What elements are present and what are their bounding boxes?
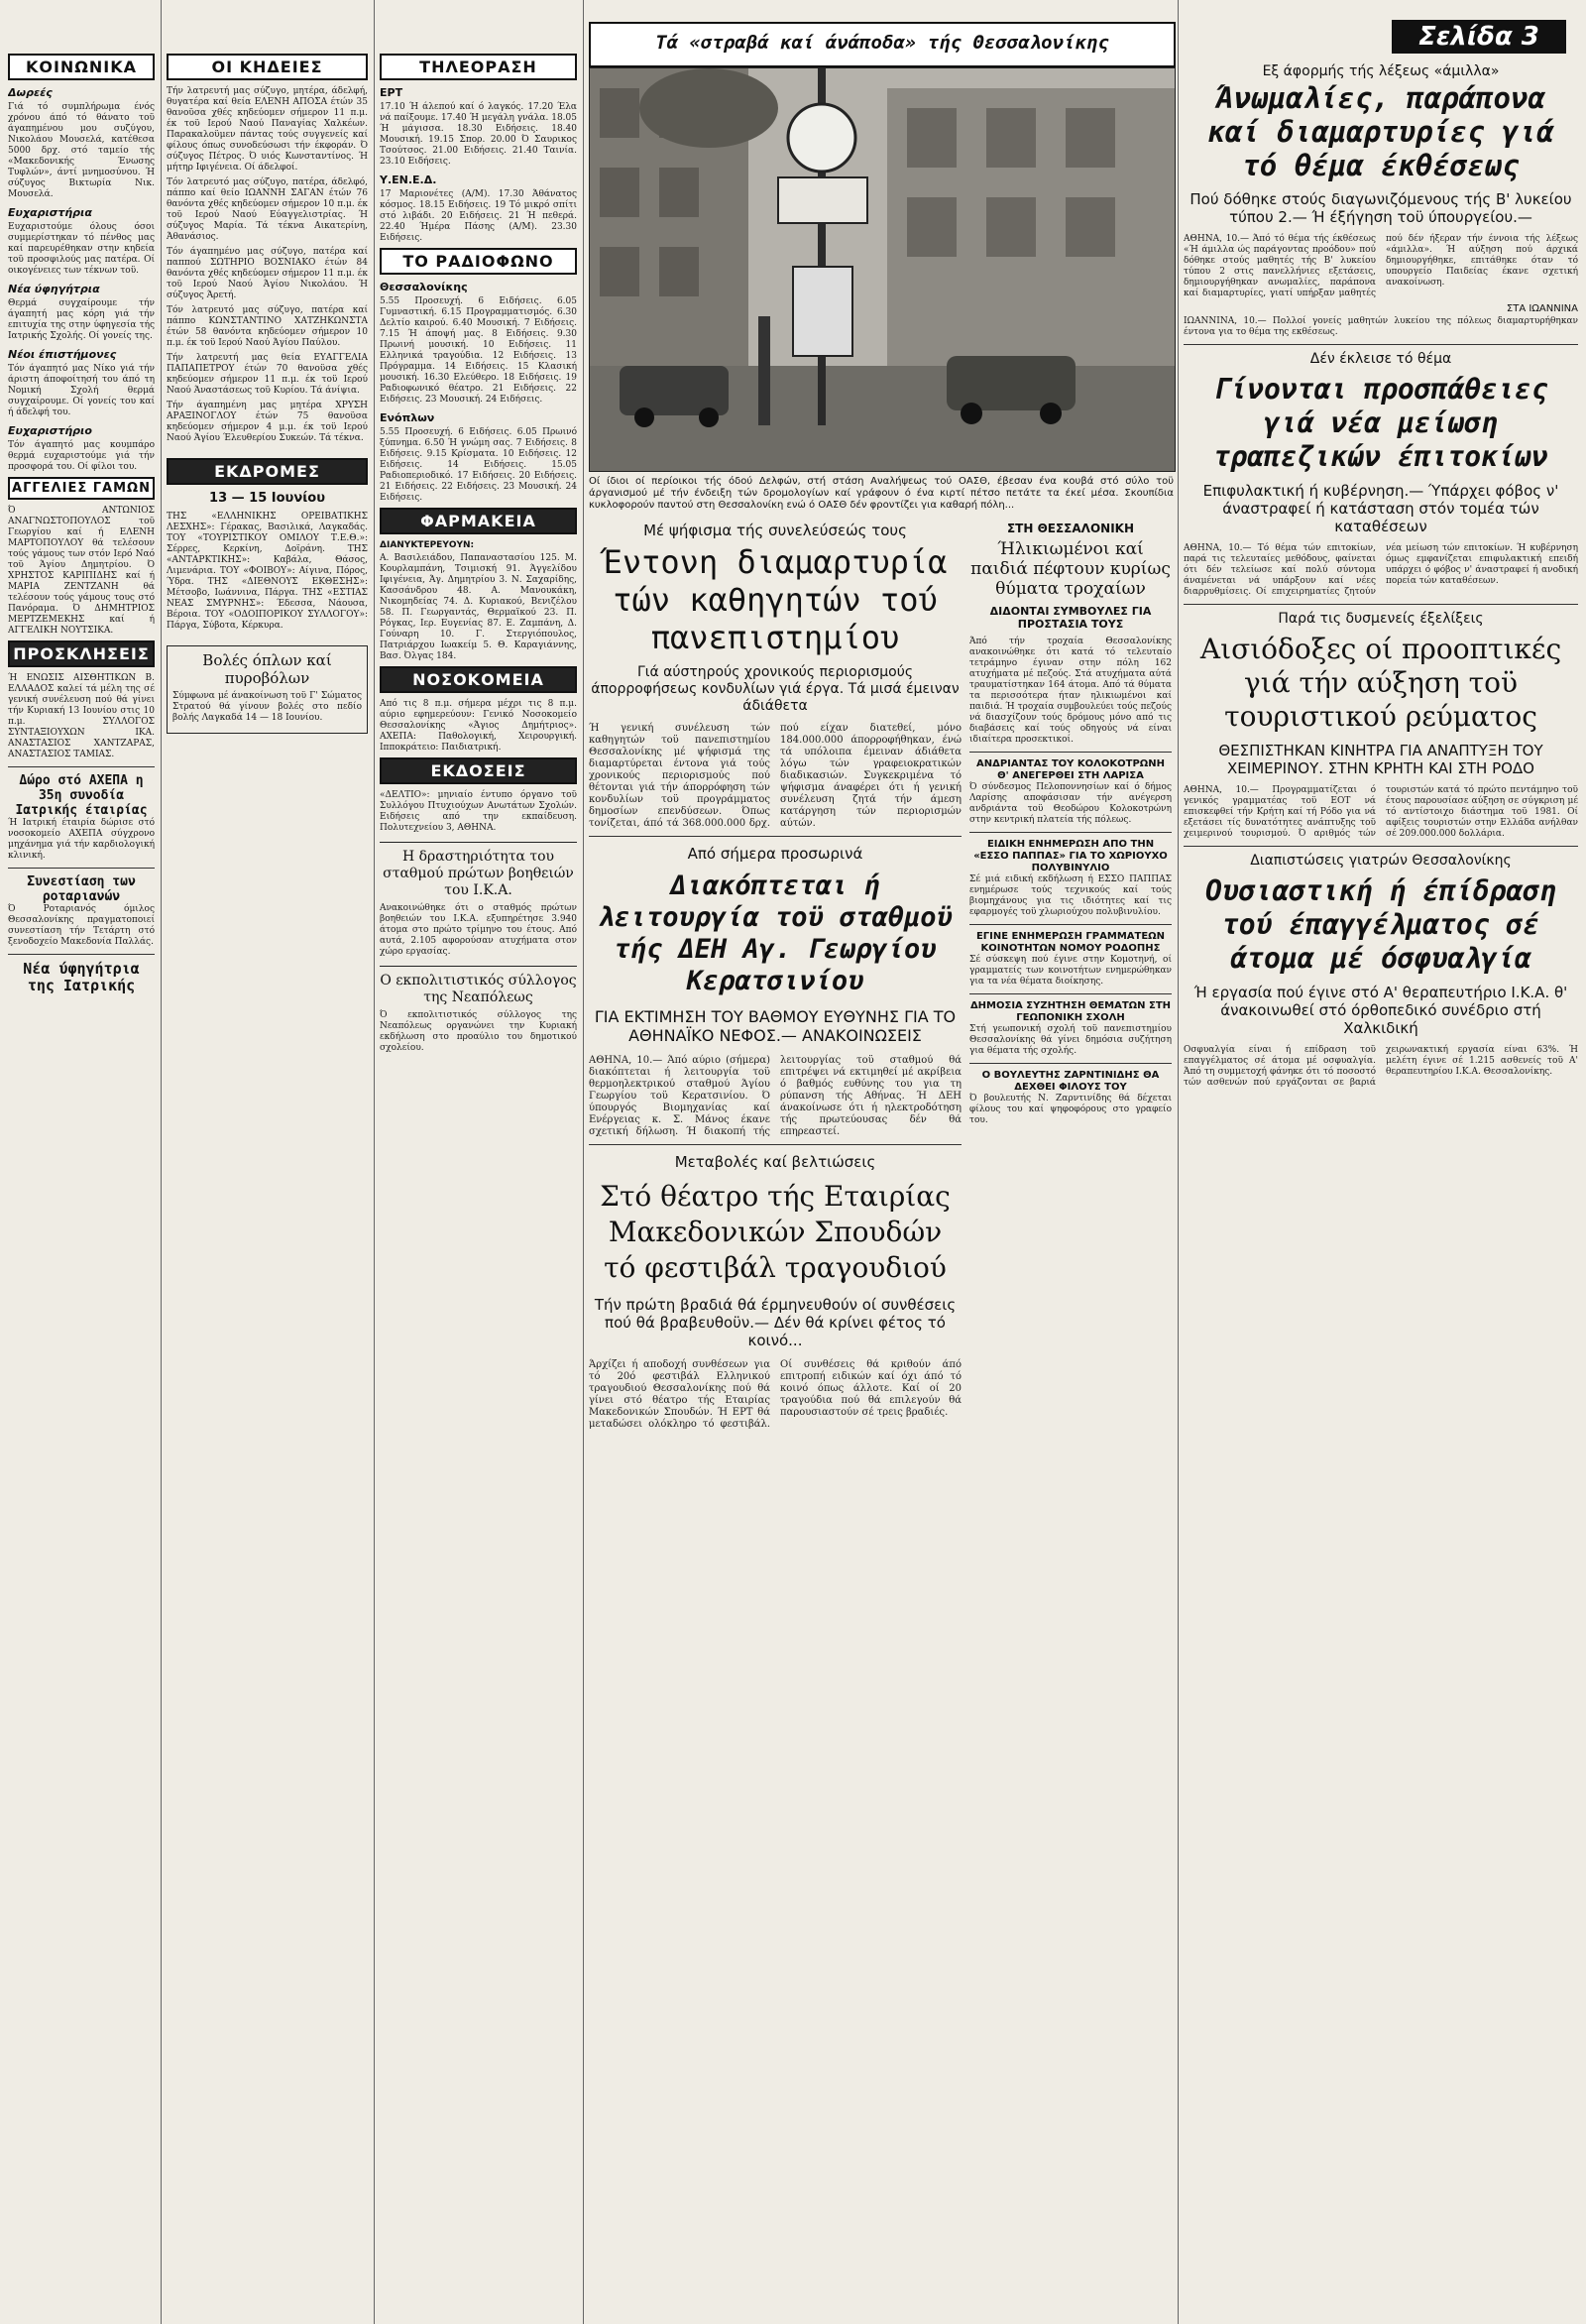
hospitals-header: ΝΟΣΟΚΟΜΕΙΑ xyxy=(380,666,577,693)
article-kicker: Διαπιστώσεις γιατρών Θεσσαλονίκης xyxy=(1250,853,1512,869)
column-right xyxy=(1184,61,1578,2320)
column-funerals xyxy=(167,50,368,2320)
article-title: Ουσιαστική ή έπίδραση τού έπαγγέλματος σέ άτομα μέ όσφυαλγία xyxy=(1204,874,1556,975)
section-text: Τόν άγαπητό μας κουμπάρο θερμά ευχαριστούμε γιά τήν προσφορά του. Οί φίλοι του. xyxy=(8,440,155,472)
article-body: ΙΩΑΝΝΙΝΑ, 10.— Πολλοί γονείς μαθητών λυκείου της πόλεως διαμαρτυρήθηκαν έντονα για το θέμα της εκθέσεως. xyxy=(1184,316,1578,337)
section-label: Ευχαριστήριο xyxy=(8,424,92,437)
brief-title: Ο ΒΟΥΛΕΥΤΗΣ ΖΑΡΝΤΙΝΙΔΗΣ ΘΑ ΔΕΧΘΕΙ ΦΙΛΟΥΣ ΤΟΥ xyxy=(981,1070,1160,1093)
column-divider xyxy=(161,0,162,2324)
excursions-dates: 13 — 15 Ιουνίου xyxy=(209,491,325,506)
tv-channel-label: Υ.ΕΝ.Ε.Δ. xyxy=(380,174,437,186)
invitations-header: ΠΡΟΣΚΛΗΣΕΙΣ xyxy=(8,640,155,667)
brief-title: ΔΗΜΟΣΙΑ ΣΥΖΗΤΗΣΗ ΘΕΜΑΤΩΝ ΣΤΗ ΓΕΩΠΟΝΙΚΗ ΣΧΟΛΗ xyxy=(969,1000,1172,1023)
section-text: Θερμά συγχαίρουμε τήν άγαπητή μας κόρη γιά τήν επιτυχία της στην ύφηγεσία τής Ιατρικής Σχολής. Οί γονείς της. xyxy=(8,298,155,341)
article-title: Αισιόδοξες οί προοπτικές γιά τήν αύξηση τοϋ τουριστικού ρεύματος xyxy=(1199,633,1562,733)
tv-header: ΤΗΛΕΟΡΑΣΗ xyxy=(380,54,577,80)
section-label: Δωρεές xyxy=(8,86,53,99)
article-title: Ήλικιωμένοι καί παιδιά πέφτουν κυρίως θύματα τροχαίων xyxy=(970,539,1171,599)
info-box-text: Ό εκπολιτιστικός σύλλογος της Νεαπόλεως οργανώνει την Κυριακή εκδήλωση στο προαύλιο του δημοτικού σχολείου. xyxy=(380,1010,577,1053)
section-label: Ευχαριστήρια xyxy=(8,206,92,219)
social-header: ΚΟΙΝΩΝΙΚΑ xyxy=(8,54,155,80)
brief-text: Σέ σύσκεψη πού έγινε στην Κομοτηνή, οί γραμματείς των κοινοτήτων ενημερώθηκαν για τα νέα θέματα διοίκησης. xyxy=(969,955,1172,987)
funeral-notice: Τόν λατρευτό μας σύζυγο, πατέρα, άδελφό, πάππο καί θείο ΙΩΑΝΝΗ ΣΑΓΑΝ έτών 76 θανόντα χθές κηδεύομεν σήμερον 10 π.μ. έκ τοϋ Ιερού Ναού Εύαγγελιστρίας. Ή σύζυγος Μαρία. Τά τέκνα Αικατερίνη, Άθανάσιος. xyxy=(167,177,368,242)
info-box xyxy=(380,842,577,958)
section-text: Ευχαριστούμε όλους όσοι συμμερίστηκαν τό πένθος μας καί παρευρέθηκαν στην κηδεία τοϋ προσφιλούς μας πατέρα. Οί οικογένειες των τέκνων τοϋ. xyxy=(8,222,155,276)
article-body: ΑΘΗΝΑ, 10.— Άπό τό θέμα τής έκθέσεως «Ή άμιλλα ώς παράγοντας προόδου» πού δόθηκε στούς μαθητές τής Β' λυκείου τύπου 2 στις πανελλήνιες εξετάσεις, δημιουργήθηκαν ανωμαλίες, παράπονα καί διαμαρτυρίες, γιατί υπήρξαν μαθητές πού δέν ήξεραν τήν έννοια τής λέξεως «άμιλλα». Ή αύξηση πού άρχικά δημιουργήθηκε, επιτάθηκε όταν τό υπουργείο Παιδείας έκανε σχετική ανακοίνωση. xyxy=(1184,234,1578,298)
section-label: Νέα ύφηγήτρια xyxy=(8,283,100,295)
article-body: ΑΘΗΝΑ, 10.— Προγραμματίζεται ό γενικός γραμματέας τοϋ ΕΟΤ νά επισκεφθεί τήν Κρήτη καί τή Ρόδο για νά εξετάσει τίς δυνατότητες ανάπτυξης τοϋ χειμερινού τουρισμού. Ό αριθμός τών τουριστών κατά τό πρώτο πεντάμηνο τοϋ έτους παρουσίασε αύξηση σε σύγκριση μέ τό αντίστοιχο διάστημα τοϋ 1981. Οί αφίξεις τουριστών στην Ελλάδα ανήλθαν σέ 209.000.000 δολλάρια. xyxy=(1184,785,1578,839)
editions-header: ΕΚΔΟΣΕΙΣ xyxy=(380,757,577,784)
article-deck: Πού δόθηκε στούς διαγωνιζόμενους τής Β' λυκείου τύπου 2.— Ή έξήγηση τοϋ ύπουργείου.— xyxy=(1190,190,1572,226)
brief-text: Ό βουλευτής Ν. Ζαρντινίδης θά δέχεται φίλους του καί ψηφοφόρους στο γραφείο του. xyxy=(969,1094,1172,1125)
article-body: ΑΘΗΝΑ, 10.— Τό θέμα τών επιτοκίων, παρά τις τελευταίες μεθόδους, φαίνεται ότι δέν τελείωσε καί πολύ σύντομα άναμένεται νά υπάρξουν καί νέες διαρρυθμίσεις. Οί επιχειρηματίες ζητούν νέα μείωση τών επιτοκίων. Ή κυβέρνηση όμως εμφανίζεται επιφυλακτική επειδή υπάρχει ό φόβος ν' άναστραφεί ή ανοδική πορεία τών καταθέσεων. xyxy=(1184,543,1578,597)
excursions-text: ΤΗΣ «ΕΛΛΗΝΙΚΗΣ ΟΡΕΙΒΑΤΙΚΗΣ ΛΕΣΧΗΣ»: Γέρακας, Βασιλικά, Λαγκαδάς. ΤΟΥ «ΤΟΥΡΙΣΤΙΚΟΥ ΟΜΙΛΟΥ Τ.Ε.Θ.»: Σέρρες, Κερκίνη, Δοϊράνη. ΤΗΣ «ΑΝΤΑΡΚΤΙΚΗΣ»: Καβάλα, Θάσος, Λιμενάρια. ΤΟΥ «ΦΟΙΒΟΥ»: Αίγινα, Πόρος, Ύδρα. ΤΗΣ «ΔΙΕΘΝΟΥΣ ΕΚΘΕΣΗΣ»: Μέτσοβο, Ιωάννινα, Πάργα. ΤΗΣ «ΕΣΤΙΑΣ ΝΕΑΣ ΣΜΥΡΝΗΣ»: Έδεσσα, Νάουσα, Βέροια. ΤΟΥ «ΟΔΟΙΠΟΡΙΚΟΥ ΣΥΛΛΟΓΟΥ»: Πάργα, Σύβοτα, Κέρκυρα. xyxy=(167,512,368,631)
funeral-notice: Τήν λατρευτή μας σύζυγο, μητέρα, άδελφή, θυγατέρα καί θεία ΕΛΕΝΗ ΑΠΟΣΑ έτών 35 θανοϋσα χθές κηδεύομεν σήμερον 11 π.μ. έκ τοϋ Ιερού Ναού Παναγίας Χαλκέων. Παρακαλοϋμεν πάντας τούς συγγενείς καί φίλους όπως συνοδεύσωσι τήν έκφοράν. Ό σύζυγος Πέτρος. Ό υιός Κωνσταντίνος. Ή μήτηρ Ιφιγένεια. Οί άδελφοί. xyxy=(167,86,368,173)
photo-title-box xyxy=(589,22,1176,67)
article-deck: ΓΙΑ ΕΚΤΙΜΗΣΗ ΤΟΥ ΒΑΘΜΟΥ ΕΥΘΥΝΗΣ ΓΙΑ ΤΟ ΑΘΗΝΑΪΚΟ ΝΕΦΟΣ.— ΑΝΑΚΟΙΝΩΣΕΙΣ xyxy=(594,1007,957,1045)
section-label: Νέοι έπιστήμονες xyxy=(8,348,117,361)
article-kicker: Από σήμερα προσωρινά xyxy=(687,845,863,863)
article-title: Γίνονται προσπάθειες γιά νέα μείωση τραπεζικών έπιτοκίων xyxy=(1213,373,1548,473)
brief-text: Στή γεωπονική σχολή τοϋ πανεπιστημίου Θεσσαλονίκης θά γίνει δημόσια συζήτηση για θέματα τής σχολής. xyxy=(969,1024,1172,1056)
article-kicker: Δέν έκλεισε τό θέμα xyxy=(1309,351,1452,367)
funeral-notice: Τήν άγαπημένη μας μητέρα ΧΡΥΣΗ ΑΡΑΞΙΝΟΓΛΟΥ έτών 75 θανοϋσα κηδεύομεν σήμερον 4 μ.μ. έκ τοϋ Ιερού Ναού Άγίου Έλευθερίου Συκεών. Τά τέκνα. xyxy=(167,401,368,443)
small-article-text: Ή Ιατρική έταιρία δώρισε στό νοσοκομείο ΑΧΕΠΑ σύγχρονο μηχάνημα γιά τήν καρδιολογική κλινική. xyxy=(8,818,155,861)
article-kicker: Μέ ψήφισμα τής συνελεύσεώς τους xyxy=(643,522,907,539)
street-photo-illustration xyxy=(590,68,1175,471)
small-article-title: Δώρο στό ΑΧΕΠΑ η 35η συνοδία Ιατρικής έταιρίας xyxy=(15,773,148,818)
article-deck: Ή εργασία πού έγινε στό Α' θεραπευτήριο Ι.Κ.Α. θ' άνακοινωθεί στό όρθοπεδικό συνέδριο στή Χαλκιδική xyxy=(1193,984,1568,1037)
info-box-title: Βολές όπλων καί πυροβόλων xyxy=(202,651,332,687)
small-article-text: Ό Ροταριανός όμιλος Θεσσαλονίκης πραγματοποιεί συνεστίαση τήν Τετάρτη στό ξενοδοχείο Μακεδονία Παλλάς. xyxy=(8,904,155,947)
street-photo xyxy=(589,67,1176,472)
section-text: Τόν άγαπητό μας Νίκο γιά τήν άριστη άποφοίτησή του άπό τη Νομική Σχολή θερμά συγχαίρουμε. Οί γονείς του καί ή άδελφή του. xyxy=(8,364,155,417)
brief-text: Σέ μιά ειδική εκδήλωση ή ΕΣΣΟ ΠΑΠΠΑΣ ενημέρωσε τούς τεχνικούς καί τούς βιομηχάνους για τις ιδιότητες καί τις εφαρμογές τοϋ χλωριούχου πολυβινυλίου. xyxy=(969,874,1172,917)
article-kicker: Μεταβολές καί βελτιώσεις xyxy=(674,1153,876,1171)
radio-station-label: Θεσσαλονίκης xyxy=(380,281,468,293)
brief-title: ΕΙΔΙΚΗ ΕΝΗΜΕΡΩΣΗ ΑΠΟ ΤΗΝ «ΕΣΣΟ ΠΑΠΠΑΣ» ΓΙΑ ΤΟ ΧΩΡΙΟΥΧΟ ΠΟΛΥΒΙΝΥΛΙΟ xyxy=(973,839,1168,873)
invitations-text: Ή ΕΝΩΣΙΣ ΑΙΣΘΗΤΙΚΩΝ Β. ΕΛΛΑΔΟΣ καλεί τά μέλη της σέ γενική συνέλευση πού θά γίνει τήν Κυριακή 13 Ιουνίου στις 10 π.μ. ΣΥΛΛΟΓΟΣ ΣΥΝΤΑΞΙΟΥΧΩΝ ΙΚΑ. ΑΝΑΣΤΑΣΙΟΣ ΧΑΝΤΖΑΡΑΣ, ΑΝΑΣΤΑΣΙΟΣ ΤΑΜΙΑΣ. xyxy=(8,673,155,759)
photo-caption: Οί ίδιοι οί περίοικοι τής όδού Δελφών, στή στάση Αναλήψεως τού ΟΑΣΘ, έβεσαν ένα κουβά στό σύλο τοϋ άργανισμού μέ τήν ένδειξη τών δρομολογίων καί γράφουν ό ένα κιρτί πέτσο πετάτε τα έκεί μέσα. Σκουπίδια κυκλοφορούν παντού στη Θεσσαλονίκη ενώ ό ΟΑΣΘ δέν φροντίζει για καθαρή πόλη... xyxy=(589,476,1174,511)
pharmacies-list: Α. Βασιλειάδου, Παπαναστασίου 125. Μ. Κουρλαμπάνη, Τσιμισκή 91. Άγγελίδου Ιφιγένεια, Άγ. Δημητρίου 3. Ν. Σαχαρίδης, Κασσάνδρου 48. Α. Μανουκάκη, Νικομηδείας 74. Δ. Κυριακού, Βενιζέλου 58. Π. Γεωργαντάς, Θερμαϊκού 23. Π. Ρόγκας, Ιερ. Ευγενίας 87. Ε. Ζαμπάνη, Δ. Γούναρη 10. Γ. Στεργιόπουλος, Πατριάρχου Ιωακείμ 5. Θ. Καραγιάννης, Βασ. Όλγας 184. xyxy=(380,553,577,661)
photo-title: Τά «στραβά καί άνάποδα» τής Θεσσαλονίκης xyxy=(655,32,1109,54)
article-body: Ή γενική συνέλευση τών καθηγητών τοϋ πανεπιστημίου Θεσσαλονίκης μέ ψήφισμά της διαμαρτύρεται έντονα γιά τούς χρονικούς περιορισμούς πού θέτονται γιά τήν άπορρόφηση τών κονδυλίων τοϋ προγράμματος δημοσίων επενδύσεων. Όπως τονίζεται, άπό τά 368.000.000 δρχ. πού είχαν διατεθεί, μόνο 184.000.000 άπορροφήθηκαν, ένώ τά υπόλοιπα έμειναν άδιάθετα λόγω τών γραφειοκρατικών διαδικασιών. Συγκεκριμένα τό ψήφισμα άναφέρει ότι ή γενική συνέλευση ζητά τήν άμεση κατάργηση τών περιορισμών αύτών. xyxy=(589,723,962,829)
column-divider xyxy=(1178,0,1179,2324)
article-title: Άνωμαλίες, παράπονα καί διαμαρτυρίες γιά τό θέμα έκθέσεως xyxy=(1207,81,1554,182)
article-kicker: Παρά τις δυσμενείς έξελίξεις xyxy=(1278,611,1484,627)
wedding-announcements-header: ΑΓΓΕΛΙΕΣ ΓΑΜΩΝ xyxy=(8,477,155,500)
radio-schedule: 5.55 Προσευχή. 6 Ειδήσεις. 6.05 Πρωινό ξύπνημα. 6.50 Ή γνώμη σας. 7 Ειδήσεις. 8 Ειδήσεις. 9.15 Κρίσματα. 10 Ειδήσεις. 12 Ειδήσεις. 14 Ειδήσεις. 15.05 Ραδιοπεριοδικό. 17 Ειδήσεις. 20 Ειδήσεις. 21 Ειδήσεις. 22 Ειδήσεις. 23 Μουσική. 24 Ειδήσεις. xyxy=(380,427,577,503)
column-thessaloniki xyxy=(969,518,1172,2320)
article-body: Άπό τήν τροχαία Θεσσαλονίκης ανακοινώθηκε ότι κατά τό τελευταίο τετράμηνο έγιναν στην πόλη 162 ατυχήματα μέ πεζούς. Στά ατυχήματα αύτά τραυματίστηκαν 164 άτομα. Από τά θύματα τα περισσότερα ήταν ηλικιωμένοι καί παιδιά. Ή τροχαία συμβουλεύει τούς πεζούς νά διασχίζουν τούς δρόμους μόνο από τις διαβάσεις καί τούς οδηγούς νά είναι ιδιαίτερα προσεκτικοί. xyxy=(969,637,1172,745)
funerals-header: ΟΙ ΚΗΔΕΙΕΣ xyxy=(167,54,368,80)
article-title: Στό θέατρο τής Εταιρίας Μακεδονικών Σπουδών τό φεστιβάλ τραγουδιού xyxy=(600,1180,951,1284)
info-box xyxy=(167,645,368,734)
article-deck: ΔΙΔΟΝΤΑΙ ΣΥΜΒΟΥΛΕΣ ΓΙΑ ΠΡΟΣΤΑΣΙΑ ΤΟΥΣ xyxy=(989,605,1152,631)
info-box xyxy=(380,966,577,1054)
info-box-text: Σύμφωνα μέ άνακοίνωση τοϋ Γ' Σώματος Στρατού θά γίνουν βολές στο πεδίο βολής Λαγκαδά 14 — 18 Ιουνίου. xyxy=(172,691,362,723)
radio-station-label: Ενόπλων xyxy=(380,411,435,424)
radio-schedule: 5.55 Προσευχή. 6 Ειδήσεις. 6.05 Γυμναστική. 6.15 Προγραμματισμός. 6.30 Δελτίο καιρού. 6.40 Μουσική. 7 Ειδήσεις. 7.15 Ή άποψή μας. 8 Ειδήσεις. 9.30 Πρωινή μουσική. 10 Ειδήσεις. 11 Ελληνικά τραγούδια. 12 Ειδήσεις. 13 Πρόγραμμα. 14 Ειδήσεις. 15 Κλασική μουσική. 16.30 Ελεύθερο. 18 Ειδήσεις. 19 Ραδιοφωνικό θέατρο. 21 Ειδήσεις. 22 Ειδήσεις. 23 Μουσική. 24 Ειδήσεις. xyxy=(380,296,577,405)
editions-text: «ΔΕΛΤΙΟ»: μηνιαίο έντυπο όργανο τοϋ Συλλόγου Πτυχιούχων Ανωτάτων Σχολών. Ειδήσεις από την εκπαίδευση. Πολυτεχνείου 3, ΑΘΗΝΑ. xyxy=(380,790,577,833)
info-box-title: Η δραστηριότητα του σταθμού πρώτων βοηθειών του Ι.Κ.Α. xyxy=(383,849,574,898)
column-social xyxy=(8,50,155,2320)
info-box-title: Ο εκπολιτιστικός σύλλογος της Νεαπόλεως xyxy=(380,973,577,1005)
wedding-announcements-text: Ό ΑΝΤΩΝΙΟΣ ΑΝΑΓΝΩΣΤΟΠΟΥΛΟΣ τοϋ Γεωργίου καί ή ΕΛΕΝΗ ΜΑΡΤΟΠΟΥΛΟΥ θά τελέσουν τούς γάμους των στόν Ιερό Ναό τοϋ Άγίου Δημητρίου. Ό ΧΡΗΣΤΟΣ ΚΑΡΙΠΙΔΗΣ καί ή ΜΑΡΙΑ ΖΕΝΤΖΑΝΗ θά τελέσουν τούς γάμους τους στό Πανόραμα. Ό ΔΗΜΗΤΡΙΟΣ ΜΕΡΤΖΕΜΕΚΗΣ καί ή ΑΓΓΕΛΙΚΗ ΝΟΥΤΣΙΚΑ. xyxy=(8,506,155,636)
radio-header: ΤΟ ΡΑΔΙΟΦΩΝΟ xyxy=(380,248,577,275)
column-divider xyxy=(583,0,584,2324)
article-body: Οσφυαλγία είναι ή επίδραση τοϋ επαγγέλματος σέ άτομα μέ οσφυαλγία. Άπό τη συμμετοχή φάνηκε ότι τό ποσοστό τών ασθενών πού εργάζονται σε βαριά χειρωνακτική εργασία είναι 63%. Ή μελέτη έγινε σέ 1.215 ασθενείς τοϋ Α' θεραπευτηρίου Ι.Κ.Α. Θεσσαλονίκης. xyxy=(1184,1045,1578,1088)
tv-channel-label: ΕΡΤ xyxy=(380,86,403,99)
excursions-header: ΕΚΔΡΟΜΕΣ xyxy=(167,458,368,485)
article-title: Έντονη διαμαρτυρία τών καθηγητών τού πανεπιστημίου xyxy=(603,543,948,656)
column-divider xyxy=(374,0,375,2324)
section-header: ΣΤΗ ΘΕΣΣΑΛΟΝΙΚΗ xyxy=(1006,522,1135,535)
article-deck: Γιά αύστηρούς χρονικούς περιορισμούς άπορροφήσεως κονδυλίων γιά έργα. Τά μισά έμειναν άδιάθετα xyxy=(591,664,960,714)
pharmacies-header: ΦΑΡΜΑΚΕΙΑ xyxy=(380,508,577,534)
info-box-text: Ανακοινώθηκε ότι ο σταθμός πρώτων βοηθειών του Ι.Κ.Α. εξυπηρέτησε 3.940 άτομα στο πρώτο τρίμηνο του έτους. Από αυτά, 2.105 αφορούσαν ατυχήματα στον χώρο εργασίας. xyxy=(380,903,577,957)
article-deck: ΘΕΣΠΙΣΤΗΚΑΝ ΚΙΝΗΤΡΑ ΓΙΑ ΑΝΑΠΤΥΞΗ ΤΟΥ ΧΕΙΜΕΡΙΝΟΥ. ΣΤΗΝ ΚΡΗΤΗ ΚΑΙ ΣΤΗ ΡΟΔΟ xyxy=(1218,742,1543,777)
article-kicker: Εξ άφορμής τής λέξεως «άμιλλα» xyxy=(1262,63,1500,79)
tv-schedule: 17 Μαριονέτες (Α/Μ). 17.30 Άθάνατος κόσμος. 18.15 Ειδήσεις. 19 Τό μικρό σπίτι στό λιβάδι. 20 Ειδήσεις. 21 Ή πεθερά. 22.40 Ήμέρα Πάσης (Α/Μ). 23.30 Ειδήσεις. xyxy=(380,189,577,243)
pharmacies-sub: ΔΙΑΝΥΚΤΕΡΕΥΟΥΝ: xyxy=(380,540,475,550)
brief-text: Ό σύνδεσμος Πελοποννησίων καί ό δήμος Λαρίσης αποφάσισαν τήν ανέγερση ανδριάντα τοϋ Θεοδώρου Κολοκοτρώνη στην κεντρική πλατεία τής πόλεως. xyxy=(969,782,1172,825)
article-body: Άρχίζει ή αποδοχή συνθέσεων για τό 20ό φεστιβάλ Ελληνικού τραγουδιού Θεσσαλονίκης πού θά γίνει στό θέατρο τής Εταιρίας Μακεδονικών Σπουδών. Ή ΕΡΤ θά μεταδώσει ολόκληρο τό φεστιβάλ. Οί συνθέσεις θά κριθούν άπό επιτροπή ειδικών καί όχι άπό τό κοινό όπως άλλοτε. Καί οί 20 τραγούδια πού θά επιλεγούν θά παρουσιαστούν σέ τρεις βραδιές. xyxy=(589,1359,962,1430)
article-dateline: ΣΤΑ ΙΩΑΝΝΙΝΑ xyxy=(1506,303,1578,314)
page-number-badge: Σελίδα 3 xyxy=(1392,20,1566,54)
funeral-notice: Τόν άγαπημένο μας σύζυγο, πατέρα καί παππού ΣΩΤΗΡΙΟ ΒΟΣΝΙΑΚΟ έτών 84 θανόντα χθές κηδεύομεν σήμερον 11 π.μ. έκ τοϋ Ιερού Ναού Άγίου Νικολάου. Ή σύζυγος Άρετή. xyxy=(167,247,368,300)
tv-schedule: 17.10 Ή άλεπού καί ό λαγκός. 17.20 Έλα νά παίξουμε. 17.40 Ή μεγάλη γνάλα. 18.05 Ή μάγισσα. 18.30 Ειδήσεις. 18.40 Μουσική. 19.15 Σπορ. 20.00 Ό Σαυρικος Τσούτσος. 21.00 Ειδήσεις. 21.40 Ταινία. 23.10 Ειδήσεις. xyxy=(380,102,577,167)
brief-title: ΑΝΔΡΙΑΝΤΑΣ ΤΟΥ ΚΟΛΟΚΟΤΡΩΝΗ Θ' ΑΝΕΓΕΡΘΕΙ ΣΤΗ ΛΑΡΙΣΑ xyxy=(975,758,1166,781)
column-tv-radio xyxy=(380,50,577,2320)
funeral-notice: Τήν λατρευτή μας θεία ΕΥΑΓΓΕΛΙΑ ΠΑΠΑΠΕΤΡΟΥ έτών 70 θανοϋσα χθές κηδεύομεν σήμερον 11 π.μ. έκ τοϋ Ιερού Ναού Άναστάσεως τοϋ Κυρίου. Τά άνίψια. xyxy=(167,353,368,396)
small-article-title: Νέα ύφηγήτρια της Ιατρικής xyxy=(23,960,140,994)
section-text: Γιά τό συμπλήρωμα ένός χρόνου άπό τό θάνατο τοϋ άγαπημένου μου συζύγου, Νικολάου Μουσελά, κατέθεσα 5000 δρχ. στό ταμείο τής «Μακεδονικής Ένωσης Τυφλών», άντί μνημοσύνου. Ή σύζυγος Βικτωρία Νικ. Μουσελά. xyxy=(8,102,155,199)
center-articles xyxy=(589,518,962,2320)
article-title: Διακόπτεται ή λειτουργία τοϋ σταθμοϋ τής ΔΕΗ Αγ. Γεωργίου Κερατσινίου xyxy=(598,871,953,996)
hospitals-text: Από τις 8 π.μ. σήμερα μέχρι τις 8 π.μ. αύριο εφημερεύουν: Γενικό Νοσοκομείο Θεσσαλονίκης «Άγιος Δημήτριος». ΑΧΕΠΑ: Παθολογική, Χειρουργική. Ιπποκράτειο: Παιδιατρική. xyxy=(380,699,577,753)
small-article-title: Συνεστίαση των ροταριανών xyxy=(27,874,136,904)
funeral-notice: Τόν λατρευτό μας σύζυγο, πατέρα καί πάππο ΚΩΝΣΤΑΝΤΙΝΟ ΧΑΤΖΗΚΩΝΣΤΑ έτών 58 θανόντα κηδεύομεν σήμερον 10 π.μ. έκ τοϋ Ιερού Ναού Άγίου Παύλου. xyxy=(167,305,368,348)
article-deck: Τήν πρώτη βραδιά θά έρμηνευθούν οί συνθέσεις πού θά βραβευθοϋν.— Δέν θά κρίνει φέτος τό κοινό... xyxy=(594,1296,957,1349)
brief-title: ΕΓΙΝΕ ΕΝΗΜΕΡΩΣΗ ΓΡΑΜΜΑΤΕΩΝ ΚΟΙΝΟΤΗΤΩΝ ΝΟΜΟΥ ΡΟΔΟΠΗΣ xyxy=(975,931,1166,954)
article-body: ΑΘΗΝΑ, 10.— Άπό αύριο (σήμερα) διακόπτεται ή λειτουργία τοϋ θερμοηλεκτρικού σταθμού Άγίου Γεωργίου τοϋ Κερατσινίου. Ό ύπουργός Βιομηχανίας καί Ενέργειας κ. Σ. Μάνος έκανε σχετική δήλωση. Ή διακοπή τής λειτουργίας τοϋ σταθμού θά επιτρέψει νά εκτιμηθεί μέ ακρίβεια ό βαθμός ευθύνης του για τη ρύπανση τής Αθήνας. Ή ΔΕΗ άνακοίνωσε ότι ή ηλεκτροδότηση τής πρωτεύουσας δέν θά επηρεαστεί. xyxy=(589,1055,962,1137)
article-deck: Επιφυλακτική ή κυβέρνηση.— Ύπάρχει φόβος ν' άναστραφεί ή κατάσταση στόν τομέα τών καταθέσεων xyxy=(1202,482,1559,535)
